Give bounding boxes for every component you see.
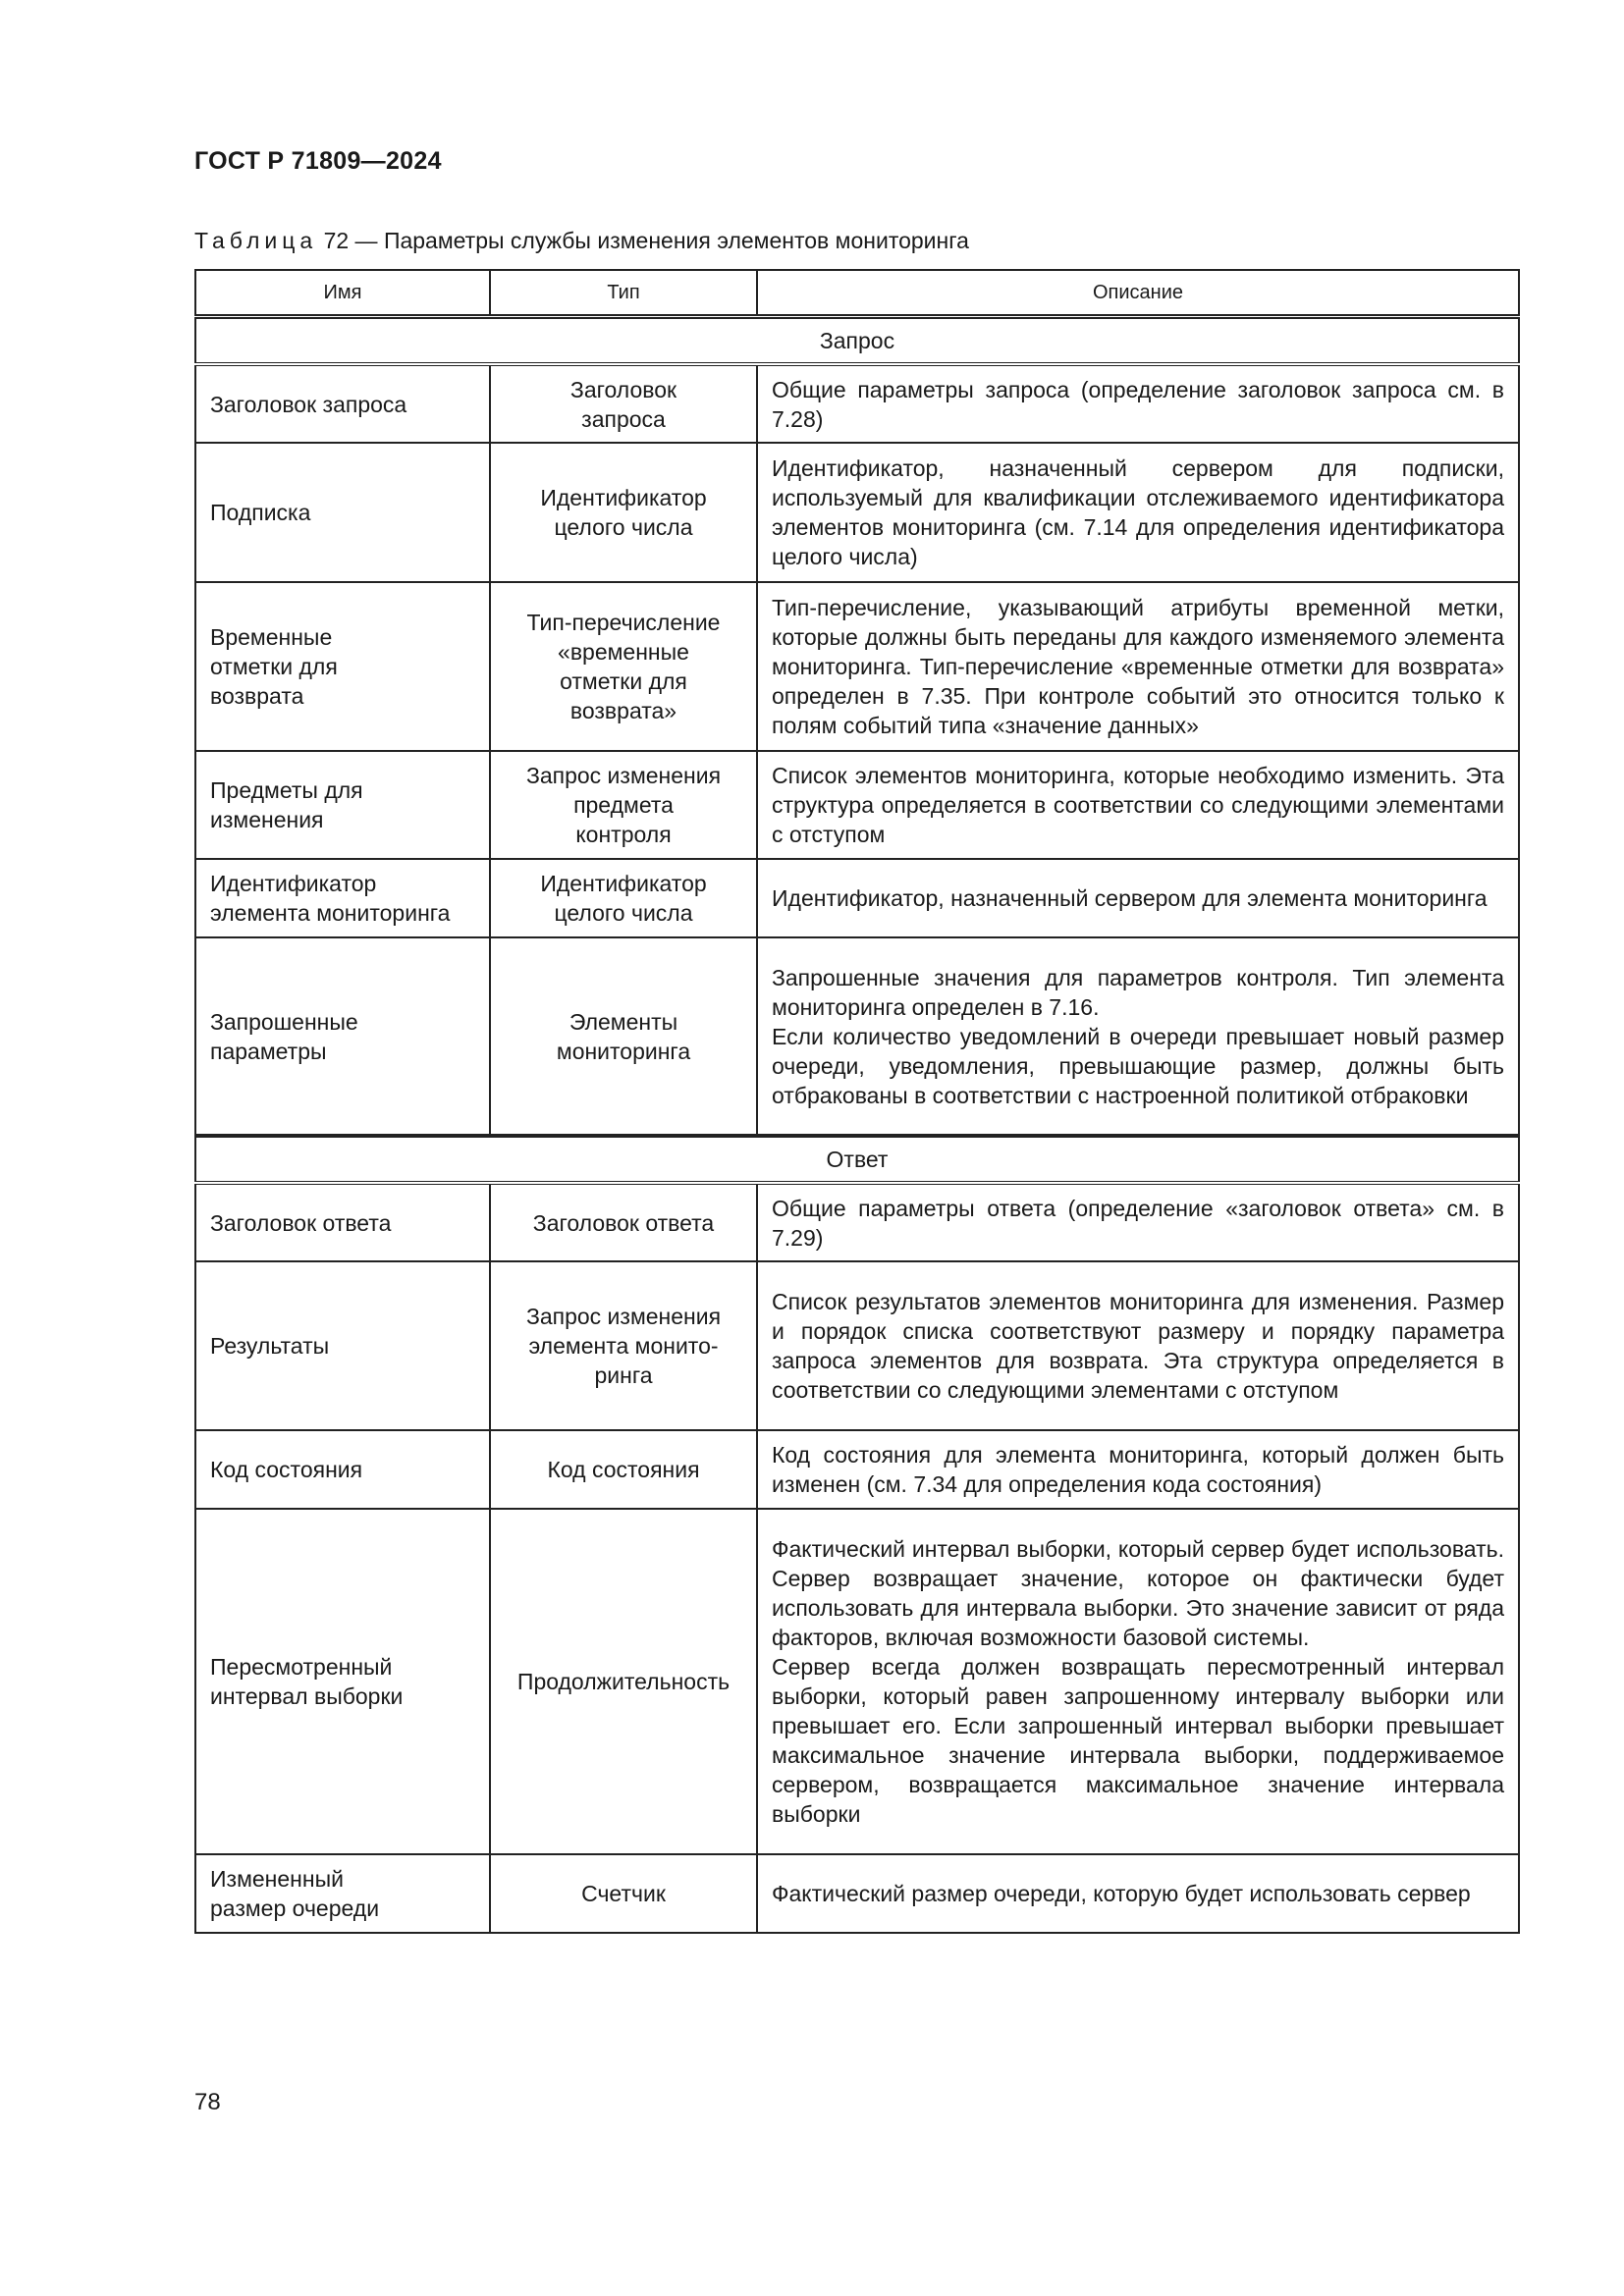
table-row <box>195 1183 1519 1261</box>
table-row <box>195 937 1519 1136</box>
table-row <box>195 1430 1519 1509</box>
row-name: Результаты <box>195 1261 490 1430</box>
row-name: Идентификатор элемента мониторинга <box>195 859 490 937</box>
row-name: Измененный размер очереди <box>195 1854 490 1933</box>
document-standard-header: ГОСТ Р 71809—2024 <box>194 147 442 175</box>
row-type: Заголовок запроса <box>490 364 757 443</box>
row-description: Запрошенные значения для параметров контроля. Тип элемента мониторинга определен в 7.16. Если количество уведомлений в очереди превышает новый размер очереди, уведомления, превышающие размер, должны быть отбракованы в соответствии с настроенной политикой отбраковки <box>757 937 1519 1136</box>
column-header-type: Тип <box>490 270 757 317</box>
table-caption <box>194 228 969 254</box>
table-row <box>195 582 1519 751</box>
column-header-description: Описание <box>757 270 1519 317</box>
table-caption-text: 72 — Параметры службы изменения элементов мониторинга <box>317 228 969 253</box>
row-description: Фактический интервал выборки, который сервер будет использовать. Сервер возвращает значение, которое он фактически будет использовать для интервала выборки. Это значение зависит от ряда факторов, включая возможности базовой системы. Сервер всегда должен возвращать пересмотренный интервал выборки, который равен запрошенному интервалу выборки или превышает его. Если запрошенный интервал выборки превышает максимальное значение интервала выборки, поддерживаемое сервером, возвращается максимальное значение интервала выборки <box>757 1509 1519 1854</box>
table-row <box>195 1509 1519 1854</box>
row-description: Идентификатор, назначенный сервером для подписки, используемый для квалификации отслеживаемого идентификатора элементов мониторинга (см. 7.14 для определения идентификатора целого числа) <box>757 443 1519 582</box>
row-type: Запрос изменения предмета контроля <box>490 751 757 859</box>
row-type: Запрос изменения элемента монито- ринга <box>490 1261 757 1430</box>
row-type: Идентификатор целого числа <box>490 859 757 937</box>
row-type: Продолжительность <box>490 1509 757 1854</box>
row-name: Временные отметки для возврата <box>195 582 490 751</box>
row-type: Идентификатор целого числа <box>490 443 757 582</box>
row-name: Запрошенные параметры <box>195 937 490 1136</box>
section-title-request: Запрос <box>195 317 1519 365</box>
row-description: Идентификатор, назначенный сервером для элемента мониторинга <box>757 859 1519 937</box>
row-description: Общие параметры ответа (определение «заголовок ответа» см. в 7.29) <box>757 1183 1519 1261</box>
row-type: Счетчик <box>490 1854 757 1933</box>
row-description: Фактический размер очереди, которую будет использовать сервер <box>757 1854 1519 1933</box>
table-row <box>195 859 1519 937</box>
page-number: 78 <box>194 2089 221 2115</box>
row-name: Код состояния <box>195 1430 490 1509</box>
row-name: Заголовок ответа <box>195 1183 490 1261</box>
row-description: Общие параметры запроса (определение заголовок запроса см. в 7.28) <box>757 364 1519 443</box>
row-description: Тип-перечисление, указывающий атрибуты временной метки, которые должны быть переданы для каждого изменяемого элемента мониторинга. Тип-перечисление «временные отметки для возврата» определен в 7.35. При контроле событий это относится только к полям событий типа «значение данных» <box>757 582 1519 751</box>
table-row <box>195 1261 1519 1430</box>
row-type: Код состояния <box>490 1430 757 1509</box>
table-header-row <box>195 270 1519 317</box>
section-title-response: Ответ <box>195 1136 1519 1183</box>
row-type: Элементы мониторинга <box>490 937 757 1136</box>
row-name: Предметы для изменения <box>195 751 490 859</box>
table-row <box>195 443 1519 582</box>
row-name: Подписка <box>195 443 490 582</box>
table-row <box>195 1854 1519 1933</box>
row-name: Пересмотренный интервал выборки <box>195 1509 490 1854</box>
row-type: Тип-перечисление «временные отметки для возврата» <box>490 582 757 751</box>
table-row <box>195 751 1519 859</box>
column-header-name: Имя <box>195 270 490 317</box>
section-row-response <box>195 1136 1519 1183</box>
table-caption-prefix: Таблица <box>194 228 318 253</box>
section-row-request <box>195 317 1519 365</box>
row-description: Список элементов мониторинга, которые необходимо изменить. Эта структура определяется в соответствии со следующими элементами с отступом <box>757 751 1519 859</box>
row-type: Заголовок ответа <box>490 1183 757 1261</box>
row-description: Код состояния для элемента мониторинга, который должен быть изменен (см. 7.34 для определения кода состояния) <box>757 1430 1519 1509</box>
row-name: Заголовок запроса <box>195 364 490 443</box>
row-description: Список результатов элементов мониторинга для изменения. Размер и порядок списка соответствуют размеру и порядку параметра запроса элементов для возврата. Эта структура определяется в соответствии со следующими элементами с отступом <box>757 1261 1519 1430</box>
parameters-table <box>194 269 1520 1934</box>
table-row <box>195 364 1519 443</box>
